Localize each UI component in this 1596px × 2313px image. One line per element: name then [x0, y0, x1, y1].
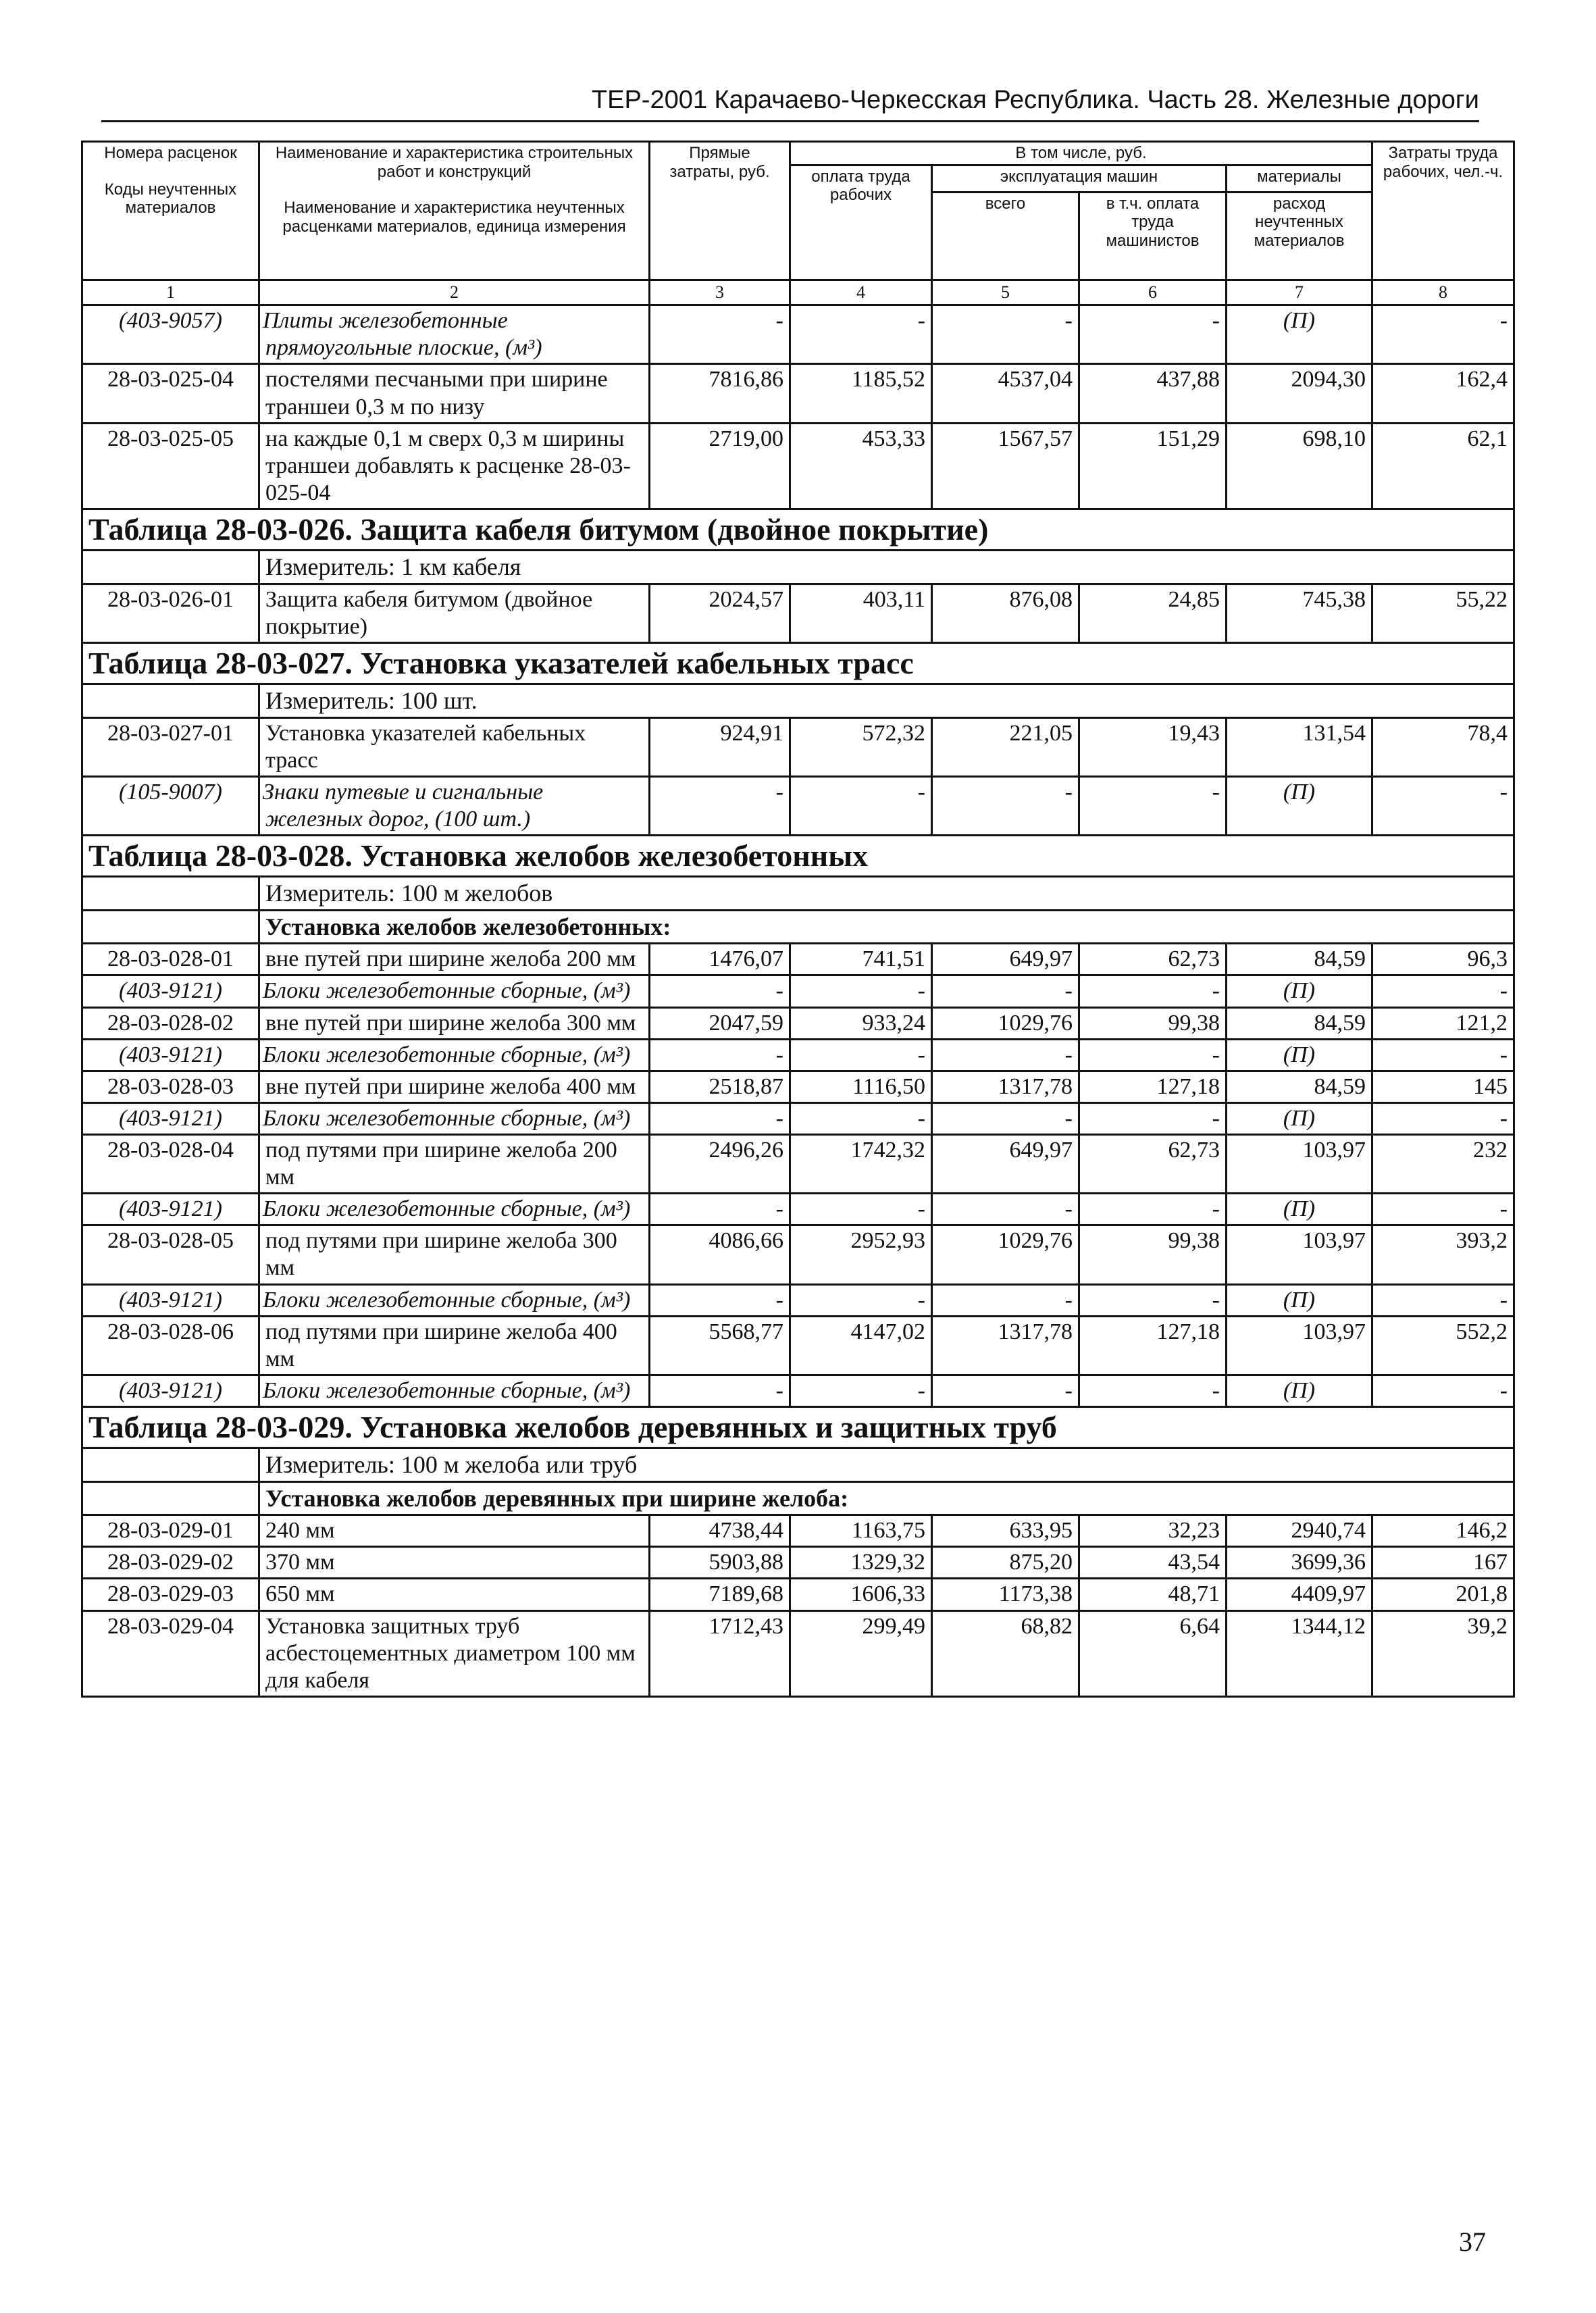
machines-labor-value: 62,73 — [1079, 944, 1227, 975]
labor-hours-value: 167 — [1372, 1547, 1514, 1579]
material-code: (403-9121) — [82, 975, 259, 1007]
rate-code: 28-03-025-05 — [82, 423, 259, 509]
labor-hours-value: - — [1372, 1194, 1514, 1225]
labor-hours-value: 96,3 — [1372, 944, 1514, 975]
col-number: 5 — [932, 280, 1079, 305]
machines-labor-value: - — [1079, 1194, 1227, 1225]
material-name: Плиты железобетонные прямоугольные плоские, (м³) — [259, 305, 650, 364]
materials-cost-value: 84,59 — [1227, 1071, 1372, 1102]
meter-row — [82, 684, 1514, 717]
labor-pay-value: - — [790, 1284, 932, 1316]
labor-hours-value: 145 — [1372, 1071, 1514, 1102]
labor-pay-value: 1163,75 — [790, 1515, 932, 1547]
labor-hours-value: - — [1372, 776, 1514, 835]
labor-pay-value: - — [790, 1039, 932, 1071]
rate-row — [82, 1225, 1514, 1284]
header-rule — [101, 120, 1479, 122]
direct-costs-value: - — [650, 1284, 790, 1316]
col-number: 7 — [1227, 280, 1372, 305]
rate-code: 28-03-029-02 — [82, 1547, 259, 1579]
col-number: 3 — [650, 280, 790, 305]
materials-cost-value: 103,97 — [1227, 1316, 1372, 1375]
labor-hours-value: 55,22 — [1372, 584, 1514, 642]
material-code: (403-9121) — [82, 1039, 259, 1071]
materials-cost-value: 2094,30 — [1227, 364, 1372, 423]
machines-labor-value: 43,54 — [1079, 1547, 1227, 1579]
direct-costs-value: 5568,77 — [650, 1316, 790, 1375]
meter-label: Измеритель: 100 м желоба или труб — [259, 1448, 1514, 1481]
subhead-label: Установка желобов деревянных при ширине желоба: — [259, 1481, 1514, 1515]
labor-hours-value: - — [1372, 1375, 1514, 1406]
table-title-row — [82, 642, 1514, 684]
rate-row — [82, 944, 1514, 975]
header-materials-sub: расход неучтенных материалов — [1227, 192, 1372, 280]
labor-hours-value: 39,2 — [1372, 1610, 1514, 1696]
labor-hours-value: - — [1372, 1102, 1514, 1134]
table-title-row — [82, 836, 1514, 877]
labor-pay-value: 453,33 — [790, 423, 932, 509]
material-code: (403-9057) — [82, 305, 259, 364]
header-machines: эксплуатация машин — [932, 165, 1227, 192]
machines-total-value: 1317,78 — [932, 1316, 1079, 1375]
machines-total-value: 1567,57 — [932, 423, 1079, 509]
material-code: (403-9121) — [82, 1102, 259, 1134]
machines-labor-value: 99,38 — [1079, 1007, 1227, 1039]
material-name: Блоки железобетонные сборные, (м³) — [259, 1102, 650, 1134]
material-name: Блоки железобетонные сборные, (м³) — [259, 975, 650, 1007]
table-title: Таблица 28-03-029. Установка желобов деревянных и защитных труб — [82, 1407, 1514, 1448]
labor-pay-value: 933,24 — [790, 1007, 932, 1039]
material-row — [82, 1284, 1514, 1316]
table-title-row — [82, 509, 1514, 551]
labor-pay-value: - — [790, 1375, 932, 1406]
direct-costs-value: - — [650, 305, 790, 364]
rate-code: 28-03-029-03 — [82, 1579, 259, 1610]
direct-costs-value: 4738,44 — [650, 1515, 790, 1547]
materials-cost-value: 131,54 — [1227, 717, 1372, 776]
labor-pay-value: 1606,33 — [790, 1579, 932, 1610]
material-name: Блоки железобетонные сборные, (м³) — [259, 1375, 650, 1406]
direct-costs-value: 2496,26 — [650, 1135, 790, 1194]
rate-code: 28-03-027-01 — [82, 717, 259, 776]
running-head: ТЕР-2001 Карачаево-Черкесская Республика. Часть 28. Железные дороги — [591, 86, 1479, 114]
direct-costs-value: 2047,59 — [650, 1007, 790, 1039]
subhead-row — [82, 1481, 1514, 1515]
rates-table — [81, 141, 1515, 1698]
machines-labor-value: - — [1079, 1039, 1227, 1071]
work-name: на каждые 0,1 м сверх 0,3 м ширины траншеи добавлять к расценке 28-03-025-04 — [259, 423, 650, 509]
labor-pay-value: - — [790, 776, 932, 835]
material-code: (403-9121) — [82, 1194, 259, 1225]
machines-labor-value: 48,71 — [1079, 1579, 1227, 1610]
work-name: Установка указателей кабельных трасс — [259, 717, 650, 776]
machines-total-value: - — [932, 305, 1079, 364]
machines-labor-value: - — [1079, 1284, 1227, 1316]
rate-row — [82, 1547, 1514, 1579]
subhead-spacer — [82, 1481, 259, 1515]
labor-pay-value: 2952,93 — [790, 1225, 932, 1284]
direct-costs-value: 2518,87 — [650, 1071, 790, 1102]
page-number: 37 — [1459, 2227, 1486, 2257]
labor-hours-value: 146,2 — [1372, 1515, 1514, 1547]
machines-total-value: - — [932, 1284, 1079, 1316]
machines-labor-value: - — [1079, 975, 1227, 1007]
meter-spacer — [82, 877, 259, 910]
rate-code: 28-03-029-04 — [82, 1610, 259, 1696]
direct-costs-value: 2024,57 — [650, 584, 790, 642]
machines-total-value: - — [932, 1375, 1079, 1406]
machines-labor-value: 127,18 — [1079, 1071, 1227, 1102]
direct-costs-value: 7189,68 — [650, 1579, 790, 1610]
work-name: вне путей при ширине желоба 200 мм — [259, 944, 650, 975]
labor-hours-value: - — [1372, 305, 1514, 364]
rate-row — [82, 1515, 1514, 1547]
machines-total-value: - — [932, 1194, 1079, 1225]
rate-code: 28-03-028-06 — [82, 1316, 259, 1375]
labor-pay-value: 1185,52 — [790, 364, 932, 423]
material-row — [82, 776, 1514, 835]
work-name: Защита кабеля битумом (двойное покрытие) — [259, 584, 650, 642]
rate-code: 28-03-026-01 — [82, 584, 259, 642]
header-codes-cell — [82, 142, 259, 280]
rate-code: 28-03-028-02 — [82, 1007, 259, 1039]
material-row — [82, 975, 1514, 1007]
machines-labor-value: 151,29 — [1079, 423, 1227, 509]
labor-hours-value: 121,2 — [1372, 1007, 1514, 1039]
header-material-name: Наименование и характеристика неучтенных расценками материалов, единица измерения — [282, 199, 626, 236]
direct-costs-value: - — [650, 1194, 790, 1225]
direct-costs-value: - — [650, 1039, 790, 1071]
rates-table-body — [82, 142, 1514, 1697]
rate-code: 28-03-025-04 — [82, 364, 259, 423]
meter-row — [82, 1448, 1514, 1481]
labor-hours-value: 393,2 — [1372, 1225, 1514, 1284]
meter-spacer — [82, 1448, 259, 1481]
meter-row — [82, 551, 1514, 584]
direct-costs-value: 1712,43 — [650, 1610, 790, 1696]
material-row — [82, 305, 1514, 364]
direct-costs-value: 924,91 — [650, 717, 790, 776]
table-title: Таблица 28-03-028. Установка желобов железобетонных — [82, 836, 1514, 877]
direct-costs-value: 4086,66 — [650, 1225, 790, 1284]
header-names-cell — [259, 142, 650, 280]
material-code: (403-9121) — [82, 1284, 259, 1316]
labor-pay-value: 1116,50 — [790, 1071, 932, 1102]
table-title-row — [82, 1407, 1514, 1448]
direct-costs-value: - — [650, 1102, 790, 1134]
meter-row — [82, 877, 1514, 910]
rate-code: 28-03-029-01 — [82, 1515, 259, 1547]
labor-pay-value: - — [790, 1194, 932, 1225]
materials-cost-value: 84,59 — [1227, 1007, 1372, 1039]
labor-pay-value: 1742,32 — [790, 1135, 932, 1194]
rate-row — [82, 1316, 1514, 1375]
materials-cost-value: 2940,74 — [1227, 1515, 1372, 1547]
materials-cost-value: 103,97 — [1227, 1135, 1372, 1194]
header-materials: материалы — [1227, 165, 1372, 192]
machines-total-value: 875,20 — [932, 1547, 1079, 1579]
machines-total-value: 876,08 — [932, 584, 1079, 642]
col-number: 4 — [790, 280, 932, 305]
machines-labor-value: - — [1079, 1102, 1227, 1134]
labor-hours-value: 62,1 — [1372, 423, 1514, 509]
col-number: 2 — [259, 280, 650, 305]
machines-labor-value: 127,18 — [1079, 1316, 1227, 1375]
meter-spacer — [82, 684, 259, 717]
rate-code: 28-03-028-01 — [82, 944, 259, 975]
machines-total-value: 1029,76 — [932, 1007, 1079, 1039]
materials-cost-value: (П) — [1227, 305, 1372, 364]
header-machines-labor: в т.ч. оплата труда машинистов — [1079, 192, 1227, 280]
machines-labor-value: 99,38 — [1079, 1225, 1227, 1284]
direct-costs-value: 1476,07 — [650, 944, 790, 975]
work-name: под путями при ширине желоба 200 мм — [259, 1135, 650, 1194]
rate-row — [82, 584, 1514, 642]
materials-cost-value: 4409,97 — [1227, 1579, 1372, 1610]
direct-costs-value: 2719,00 — [650, 423, 790, 509]
header-rate-numbers: Номера расценок — [104, 144, 237, 162]
col-number: 1 — [82, 280, 259, 305]
machines-labor-value: 32,23 — [1079, 1515, 1227, 1547]
work-name: Установка защитных труб асбестоцементных диаметром 100 мм для кабеля — [259, 1610, 650, 1696]
labor-hours-value: 78,4 — [1372, 717, 1514, 776]
header-machines-total: всего — [932, 192, 1079, 280]
meter-label: Измеритель: 1 км кабеля — [259, 551, 1514, 584]
machines-labor-value: 437,88 — [1079, 364, 1227, 423]
materials-cost-value: 745,38 — [1227, 584, 1372, 642]
labor-hours-value: 201,8 — [1372, 1579, 1514, 1610]
work-name: под путями при ширине желоба 400 мм — [259, 1316, 650, 1375]
direct-costs-value: - — [650, 975, 790, 1007]
material-name: Блоки железобетонные сборные, (м³) — [259, 1284, 650, 1316]
direct-costs-value: - — [650, 776, 790, 835]
meter-label: Измеритель: 100 м желобов — [259, 877, 1514, 910]
labor-pay-value: 572,32 — [790, 717, 932, 776]
material-row — [82, 1039, 1514, 1071]
materials-cost-value: (П) — [1227, 1284, 1372, 1316]
col-number: 8 — [1372, 280, 1514, 305]
labor-pay-value: - — [790, 975, 932, 1007]
header-row-1 — [82, 142, 1514, 166]
materials-cost-value: (П) — [1227, 1039, 1372, 1071]
column-numbers-row — [82, 280, 1514, 305]
material-row — [82, 1102, 1514, 1134]
machines-labor-value: 24,85 — [1079, 584, 1227, 642]
machines-total-value: 649,97 — [932, 1135, 1079, 1194]
rate-code: 28-03-028-05 — [82, 1225, 259, 1284]
direct-costs-value: 7816,86 — [650, 364, 790, 423]
materials-cost-value: 698,10 — [1227, 423, 1372, 509]
material-name: Знаки путевые и сигнальные железных дорог, (100 шт.) — [259, 776, 650, 835]
material-row — [82, 1375, 1514, 1406]
meter-spacer — [82, 551, 259, 584]
material-name: Блоки железобетонные сборные, (м³) — [259, 1039, 650, 1071]
work-name: 240 мм — [259, 1515, 650, 1547]
header-labor-hours: Затраты труда рабочих, чел.-ч. — [1372, 142, 1514, 280]
machines-labor-value: 19,43 — [1079, 717, 1227, 776]
work-name: 370 мм — [259, 1547, 650, 1579]
materials-cost-value: (П) — [1227, 1194, 1372, 1225]
work-name: под путями при ширине желоба 300 мм — [259, 1225, 650, 1284]
rate-row — [82, 1007, 1514, 1039]
materials-cost-value: 103,97 — [1227, 1225, 1372, 1284]
rate-row — [82, 1579, 1514, 1610]
material-row — [82, 1194, 1514, 1225]
subhead-row — [82, 910, 1514, 943]
direct-costs-value: 5903,88 — [650, 1547, 790, 1579]
machines-total-value: 68,82 — [932, 1610, 1079, 1696]
material-name: Блоки железобетонные сборные, (м³) — [259, 1194, 650, 1225]
subhead-spacer — [82, 910, 259, 943]
rate-row — [82, 1135, 1514, 1194]
machines-total-value: 221,05 — [932, 717, 1079, 776]
materials-cost-value: (П) — [1227, 1102, 1372, 1134]
rate-row — [82, 1610, 1514, 1696]
labor-hours-value: 552,2 — [1372, 1316, 1514, 1375]
labor-hours-value: - — [1372, 1284, 1514, 1316]
direct-costs-value: - — [650, 1375, 790, 1406]
labor-pay-value: - — [790, 305, 932, 364]
col-number: 6 — [1079, 280, 1227, 305]
machines-labor-value: - — [1079, 776, 1227, 835]
rate-row — [82, 1071, 1514, 1102]
header-work-name: Наименование и характеристика строительных работ и конструкций — [275, 144, 634, 181]
labor-hours-value: 162,4 — [1372, 364, 1514, 423]
machines-total-value: 633,95 — [932, 1515, 1079, 1547]
labor-hours-value: - — [1372, 975, 1514, 1007]
machines-labor-value: 62,73 — [1079, 1135, 1227, 1194]
subhead-label: Установка желобов железобетонных: — [259, 910, 1514, 943]
rate-row — [82, 423, 1514, 509]
rate-row — [82, 364, 1514, 423]
machines-total-value: 649,97 — [932, 944, 1079, 975]
material-code: (105-9007) — [82, 776, 259, 835]
rate-code: 28-03-028-04 — [82, 1135, 259, 1194]
rate-code: 28-03-028-03 — [82, 1071, 259, 1102]
work-name: постелями песчаными при ширине траншеи 0,3 м по низу — [259, 364, 650, 423]
work-name: 650 мм — [259, 1579, 650, 1610]
work-name: вне путей при ширине желоба 300 мм — [259, 1007, 650, 1039]
labor-hours-value: - — [1372, 1039, 1514, 1071]
work-name: вне путей при ширине желоба 400 мм — [259, 1071, 650, 1102]
machines-total-value: 1317,78 — [932, 1071, 1079, 1102]
labor-pay-value: 741,51 — [790, 944, 932, 975]
machines-total-value: - — [932, 975, 1079, 1007]
labor-pay-value: 403,11 — [790, 584, 932, 642]
materials-cost-value: 84,59 — [1227, 944, 1372, 975]
header-including: В том числе, руб. — [790, 142, 1372, 166]
materials-cost-value: 1344,12 — [1227, 1610, 1372, 1696]
machines-total-value: 1029,76 — [932, 1225, 1079, 1284]
labor-pay-value: 4147,02 — [790, 1316, 932, 1375]
machines-labor-value: - — [1079, 305, 1227, 364]
materials-cost-value: (П) — [1227, 975, 1372, 1007]
meter-label: Измеритель: 100 шт. — [259, 684, 1514, 717]
materials-cost-value: 3699,36 — [1227, 1547, 1372, 1579]
machines-labor-value: 6,64 — [1079, 1610, 1227, 1696]
machines-total-value: - — [932, 1039, 1079, 1071]
labor-pay-value: 299,49 — [790, 1610, 932, 1696]
materials-cost-value: (П) — [1227, 776, 1372, 835]
labor-hours-value: 232 — [1372, 1135, 1514, 1194]
header-labor-pay: оплата труда рабочих — [790, 165, 932, 280]
materials-cost-value: (П) — [1227, 1375, 1372, 1406]
material-code: (403-9121) — [82, 1375, 259, 1406]
machines-total-value: 4537,04 — [932, 364, 1079, 423]
table-title: Таблица 28-03-026. Защита кабеля битумом (двойное покрытие) — [82, 509, 1514, 551]
header-direct-costs: Прямые затраты, руб. — [650, 142, 790, 280]
table-title: Таблица 28-03-027. Установка указателей кабельных трасс — [82, 642, 1514, 684]
rate-row — [82, 717, 1514, 776]
machines-labor-value: - — [1079, 1375, 1227, 1406]
machines-total-value: 1173,38 — [932, 1579, 1079, 1610]
labor-pay-value: 1329,32 — [790, 1547, 932, 1579]
header-material-codes: Коды неучтенных материалов — [104, 180, 237, 218]
labor-pay-value: - — [790, 1102, 932, 1134]
machines-total-value: - — [932, 776, 1079, 835]
machines-total-value: - — [932, 1102, 1079, 1134]
